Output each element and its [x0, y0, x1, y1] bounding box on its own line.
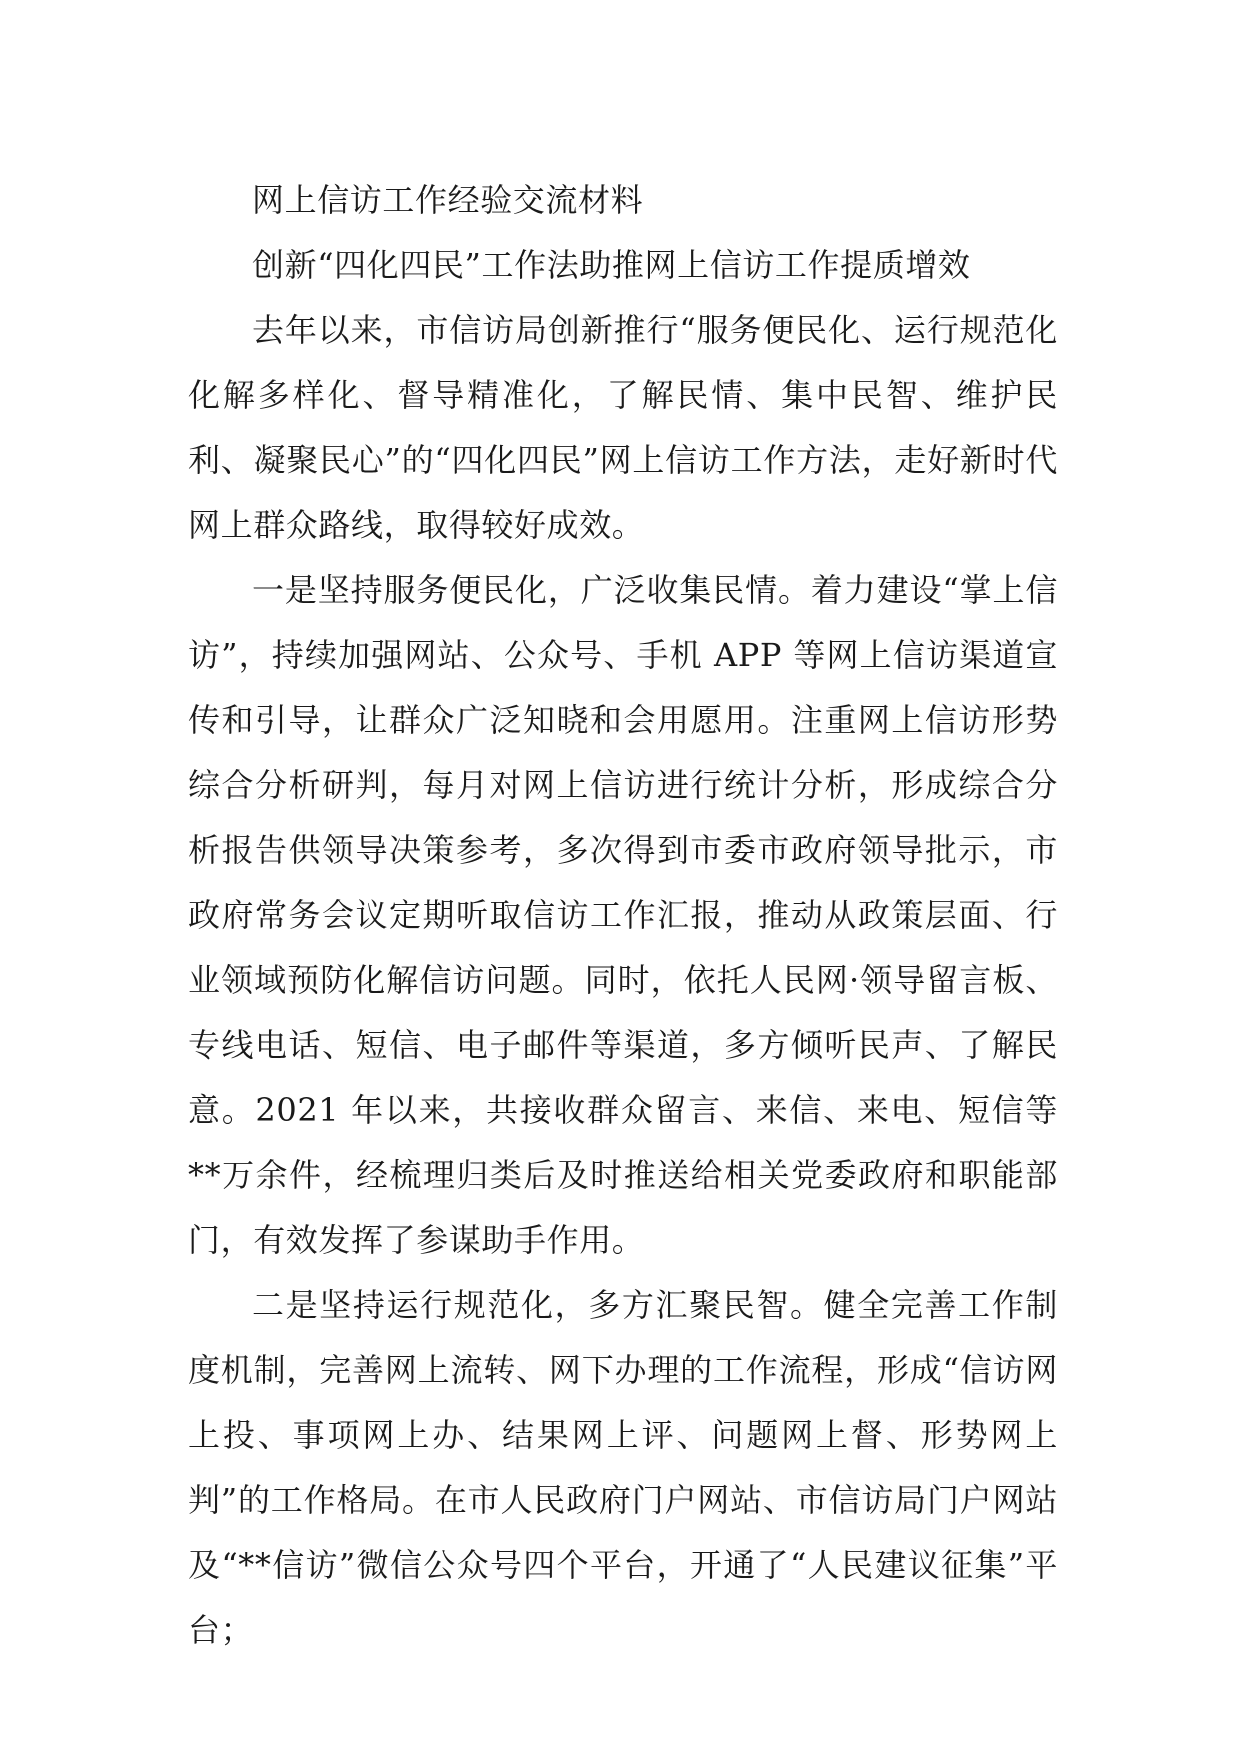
document-subtitle: 创新“四化四民”工作法助推网上信访工作提质增效: [252, 246, 971, 284]
paragraph-point-one: 一是坚持服务便民化，广泛收集民情。着力建设“掌上信访”，持续加强网站、公众号、手机 APP 等网上信访渠道宣传和引导，让群众广泛知晓和会用愿用。注重网上信访形势综合分析研判，每月对网上信访进行统计分析，形成综合分析报告供领导决策参考，多次得到市委市政府领导批示，市政府常务会议定期听取信访工作汇报，推动从政策层面、行业领域预防化解信访问题。同时，依托人民网·领导留言板、专线电话、短信、电子邮件等渠道，多方倾听民声、了解民意。2021 年以来，共接收群众留言、来信、来电、短信等**万余件，经梳理归类后及时推送给相关党委政府和职能部门，有效发挥了参谋助手作用。: [188, 571, 1058, 1259]
document-body: [188, 168, 1058, 1663]
paragraph-point-two: 二是坚持运行规范化，多方汇聚民智。健全完善工作制度机制，完善网上流转、网下办理的工作流程，形成“信访网上投、事项网上办、结果网上评、问题网上督、形势网上判”的工作格局。在市人民政府门户网站、市信访局门户网站及“**信访”微信公众号四个平台，开通了“人民建议征集”平台；: [188, 1286, 1058, 1649]
document-title: 网上信访工作经验交流材料: [252, 181, 644, 219]
paragraph-intro: 去年以来，市信访局创新推行“服务便民化、运行规范化化解多样化、督导精准化，了解民情、集中民智、维护民利、凝聚民心”的“四化四民”网上信访工作方法，走好新时代网上群众路线，取得较好成效。: [188, 311, 1058, 544]
